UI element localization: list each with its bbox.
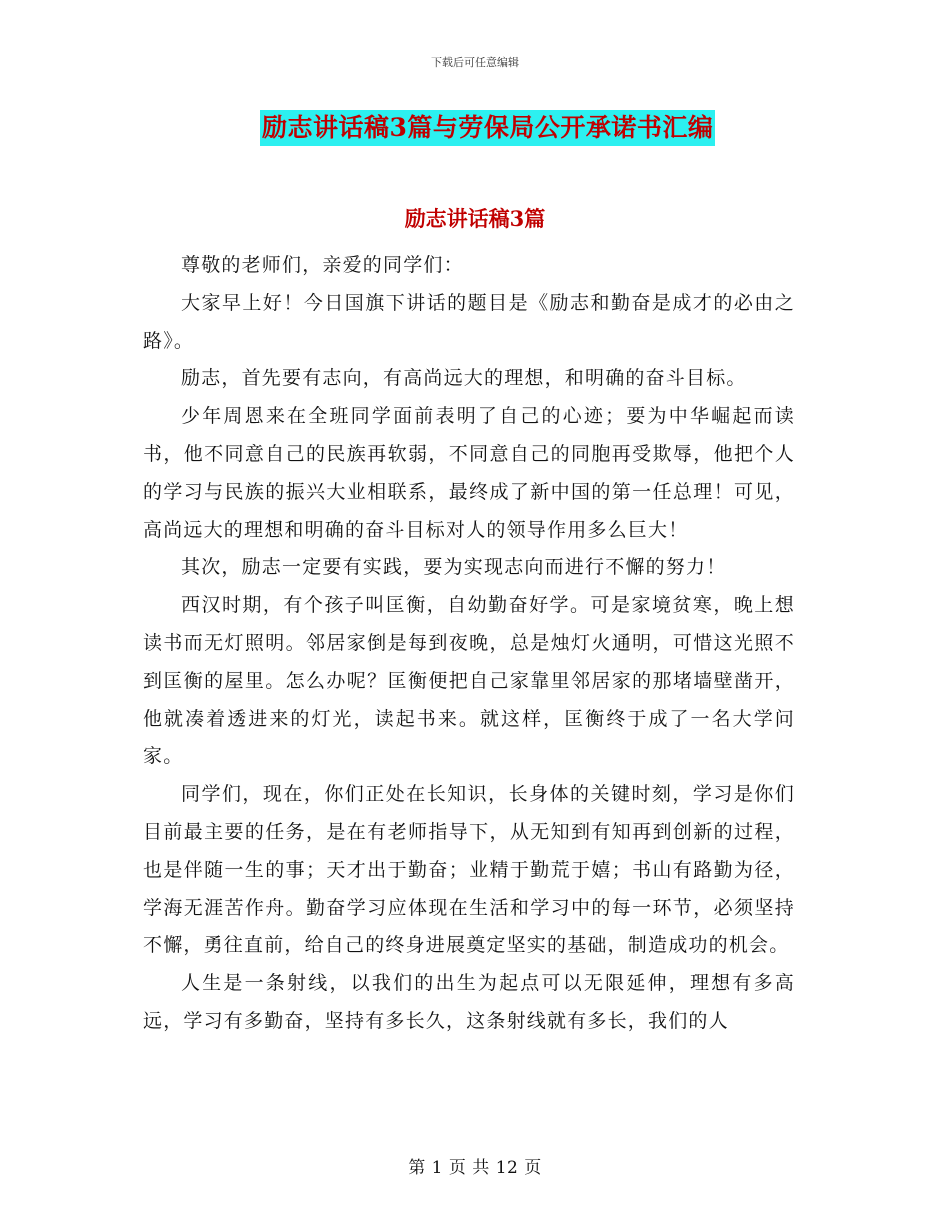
paragraph: 同学们，现在，你们正处在长知识，长身体的关键时刻，学习是你们目前最主要的任务，是在有老师指导下，从无知到有知再到创新的过程，也是伴随一生的事；天才出于勤奋；业精于勤荒于嬉；书山有路勤为径，学海无涯苦作舟。勤奋学习应体现在生活和学习中的每一环节，必须坚持不懈，勇往直前，给自己的终身进展奠定坚实的基础，制造成功的机会。	[143, 783, 795, 957]
paragraph: 少年周恩来在全班同学面前表明了自己的心迹；要为中华崛起而读书，他不同意自己的民族再软弱，不同意自己的同胞再受欺辱，他把个人的学习与民族的振兴大业相联系，最终成了新中国的第一任总理！可见，高尚远大的理想和明确的奋斗目标对人的领导作用多么巨大！	[143, 405, 795, 541]
header-note: 下载后可任意编辑	[431, 56, 519, 69]
paragraph: 人生是一条射线，以我们的出生为起点可以无限延伸，理想有多高远，学习有多勤奋，坚持有多长久，这条射线就有多长，我们的人	[143, 972, 795, 1032]
body-text	[143, 247, 795, 1041]
section-title: 励志讲话稿3篇	[404, 206, 546, 231]
paragraph: 励志，首先要有志向，有高尚远大的理想，和明确的奋斗目标。	[181, 367, 747, 390]
page-footer: 第 1 页 共 12 页	[408, 1158, 542, 1178]
document-title: 励志讲话稿3篇与劳保局公开承诺书汇编	[260, 110, 715, 146]
paragraph: 大家早上好！今日国旗下讲话的题目是《励志和勤奋是成才的必由之路》。	[143, 291, 795, 352]
paragraph: 西汉时期，有个孩子叫匡衡，自幼勤奋好学。可是家境贫寒，晚上想读书而无灯照明。邻居家倒是每到夜晚，总是烛灯火通明，可惜这光照不到匡衡的屋里。怎么办呢？匡衡便把自己家靠里邻居家的那堵墙壁凿开，他就凑着透进来的灯光，读起书来。就这样，匡衡终于成了一名大学问家。	[143, 594, 795, 768]
paragraph: 其次，励志一定要有实践，要为实现志向而进行不懈的努力！	[181, 556, 727, 579]
paragraph: 尊敬的老师们，亲爱的同学们：	[181, 254, 464, 276]
